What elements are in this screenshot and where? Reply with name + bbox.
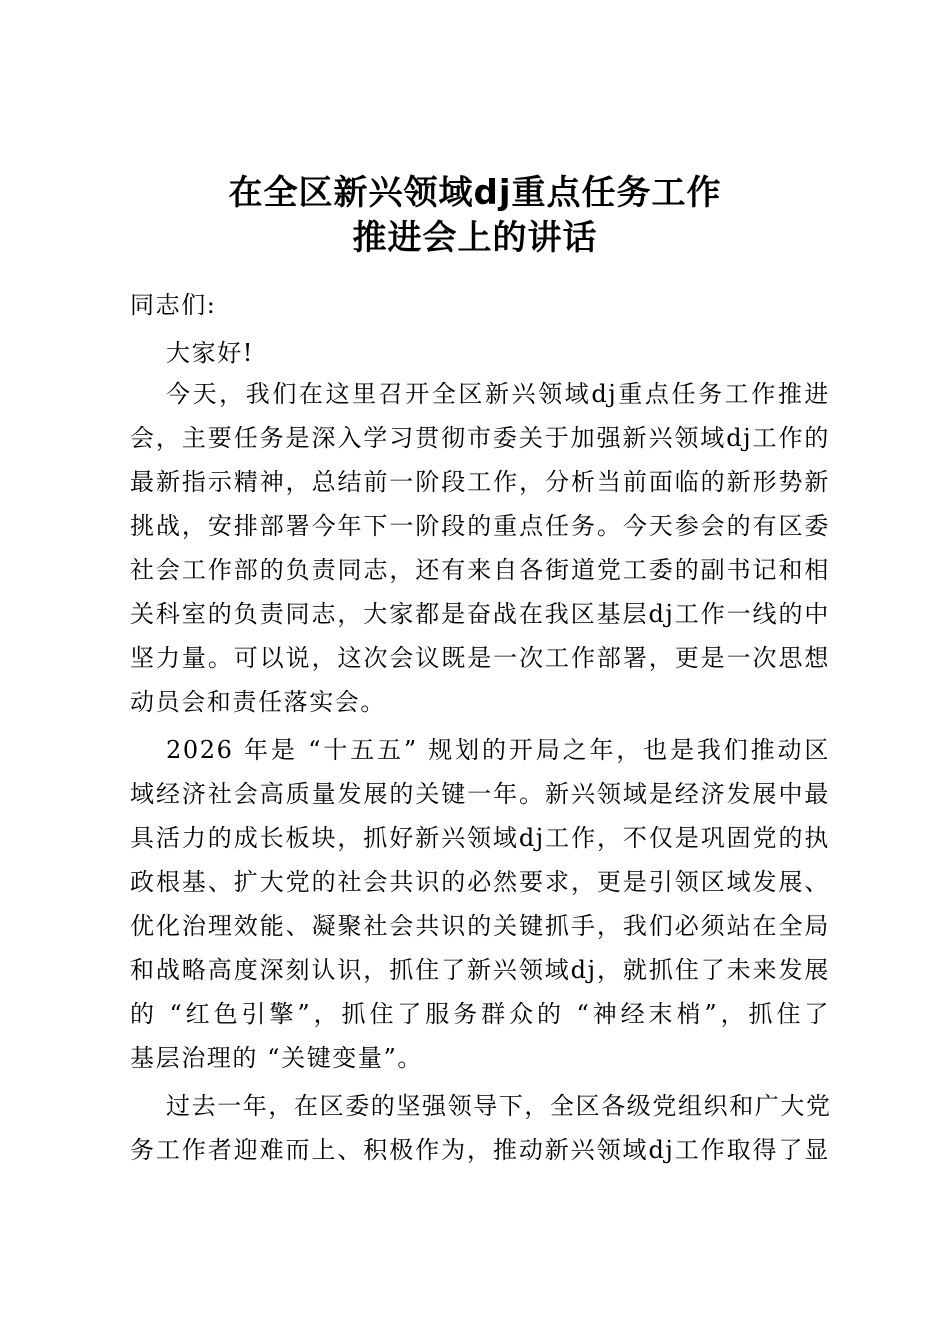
body-line: 政根基、扩大党的社会共识的必然要求，更是引领区域发展、 (130, 868, 830, 896)
salutation: 同志们: (130, 291, 217, 319)
body-line: 务工作者迎难而上、积极作为，推动新兴领域dj工作取得了显 (130, 1136, 830, 1164)
document-title-line-1: 在全区新兴领域dj重点任务工作 (228, 173, 722, 213)
body-line: 和战略高度深刻认识，抓住了新兴领域dj，就抓住了未来发展 (130, 956, 830, 984)
body-line: 优化治理效能、凝聚社会共识的关键抓手，我们必须站在全局 (130, 912, 830, 940)
body-line: 会，主要任务是深入学习贯彻市委关于加强新兴领域dj工作的 (130, 424, 830, 452)
body-line: 今天，我们在这里召开全区新兴领域dj重点任务工作推进 (166, 380, 830, 408)
body-line: 挑战，安排部署今年下一阶段的重点任务。今天参会的有区委 (130, 512, 830, 540)
body-line: 最新指示精神，总结前一阶段工作，分析当前面临的新形势新 (130, 468, 830, 496)
body-line: 坚力量。可以说，这次会议既是一次工作部署，更是一次思想 (130, 644, 830, 672)
document-title-line-2: 推进会上的讲话 (352, 218, 598, 258)
body-line: 过去一年，在区委的坚强领导下，全区各级党组织和广大党 (166, 1092, 832, 1120)
greeting: 大家好! (166, 339, 255, 367)
body-line: 基层治理的 “关键变量”。 (130, 1044, 423, 1072)
body-line: 的 “红色引擎”，抓住了服务群众的 “神经末梢”，抓住了 (130, 1000, 830, 1028)
body-line: 社会工作部的负责同志，还有来自各街道党工委的副书记和相 (130, 556, 830, 584)
body-line: 域经济社会高质量发展的关键一年。新兴领域是经济发展中最 (130, 780, 830, 808)
body-line: 动员会和责任落实会。 (130, 688, 386, 716)
body-line: 2026 年是 “十五五” 规划的开局之年，也是我们推动区 (166, 736, 830, 764)
body-line: 具活力的成长板块，抓好新兴领域dj工作，不仅是巩固党的执 (130, 824, 830, 852)
body-line: 关科室的负责同志，大家都是奋战在我区基层dj工作一线的中 (130, 600, 830, 628)
